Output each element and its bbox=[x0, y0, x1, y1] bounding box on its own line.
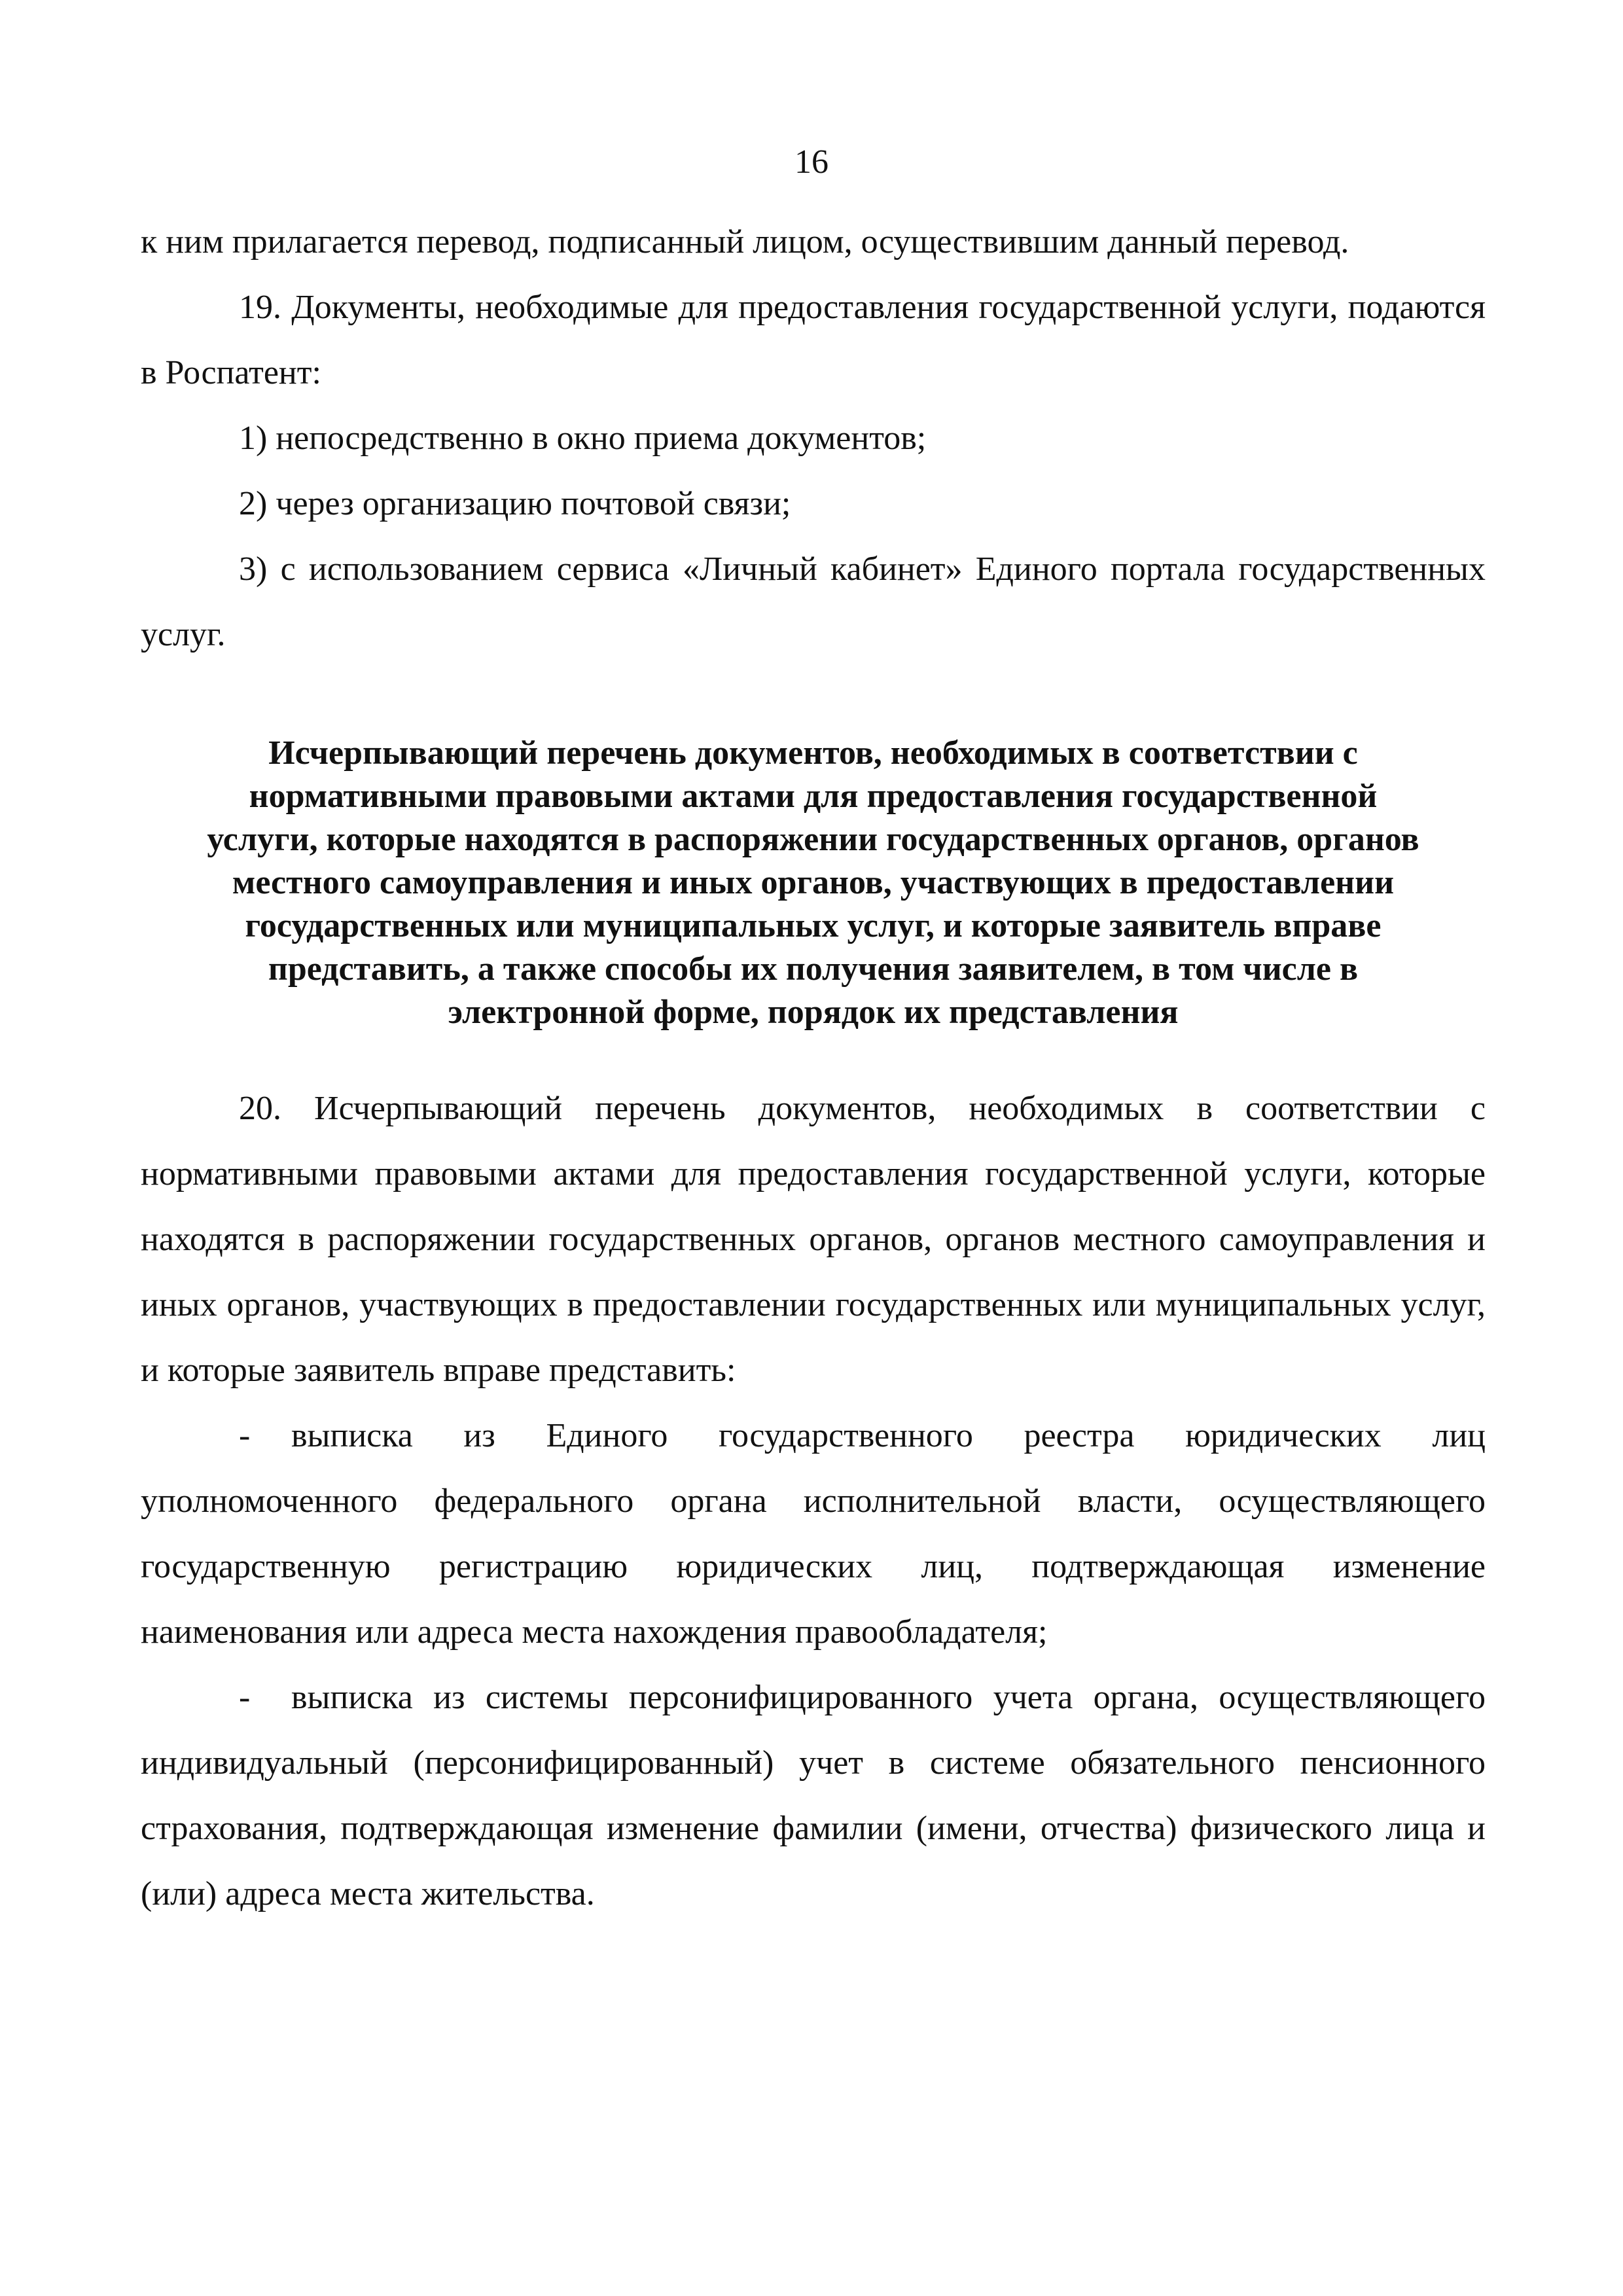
list-item-pension-extract bbox=[141, 1665, 1486, 1927]
paragraph-20-intro: 20. Исчерпывающий перечень документов, необходимых в соответствии с нормативными правовыми актами для предоставления государственной услуги, которые находятся в распоряжении государственных органов, органов местного самоуправления и иных органов, участвующих в предоставлении государственных или муниципальных услуг, и которые заявитель вправе представить: bbox=[141, 1090, 1486, 1389]
list-dash: - bbox=[239, 1417, 251, 1454]
section-heading: Исчерпывающий перечень документов, необходимых в соответствии с нормативными правовыми актами для предоставления государственной услуги, которые находятся в распоряжении государственных органов, органов местного самоуправления и иных органов, участвующих в предоставлении государственных или муниципальных услуг, и которые заявитель вправе представить, а также способы их получения заявителем, в том числе в электронной форме, порядок их представления bbox=[207, 734, 1419, 1031]
paragraph-19-intro: 19. Документы, необходимые для предоставления государственной услуги, подаются в Роспатент: bbox=[141, 289, 1486, 391]
list-dash: - bbox=[239, 1679, 251, 1716]
list-item-text: выписка из Единого государственного реестра юридических лиц уполномоченного федерального органа исполнительной власти, осуществляющего государственную регистрацию юридических лиц, подтверждающая изменение наименования или адреса места нахождения правообладателя; bbox=[141, 1417, 1486, 1651]
spacer bbox=[141, 1034, 1486, 1076]
page-number: 16 bbox=[794, 143, 829, 181]
page-content bbox=[141, 209, 1486, 1927]
paragraph-19-item-1: 1) непосредственно в окно приема документов; bbox=[239, 420, 927, 457]
list-item-text: выписка из системы персонифицированного учета органа, осуществляющего индивидуальный (персонифицированный) учет в системе обязательного пенсионного страхования, подтверждающая изменение фамилии (имени, отчества) физического лица и (или) адреса места жительства. bbox=[141, 1679, 1486, 1912]
list-item-egrul-extract bbox=[141, 1403, 1486, 1665]
paragraph-18-continuation: к ним прилагается перевод, подписанный лицом, осуществившим данный перевод. bbox=[141, 223, 1349, 260]
spacer bbox=[141, 668, 1486, 732]
paragraph-19-item-2: 2) через организацию почтовой связи; bbox=[239, 485, 791, 522]
paragraph-19-item-3: 3) с использованием сервиса «Личный кабинет» Единого портала государственных услуг. bbox=[141, 550, 1486, 653]
